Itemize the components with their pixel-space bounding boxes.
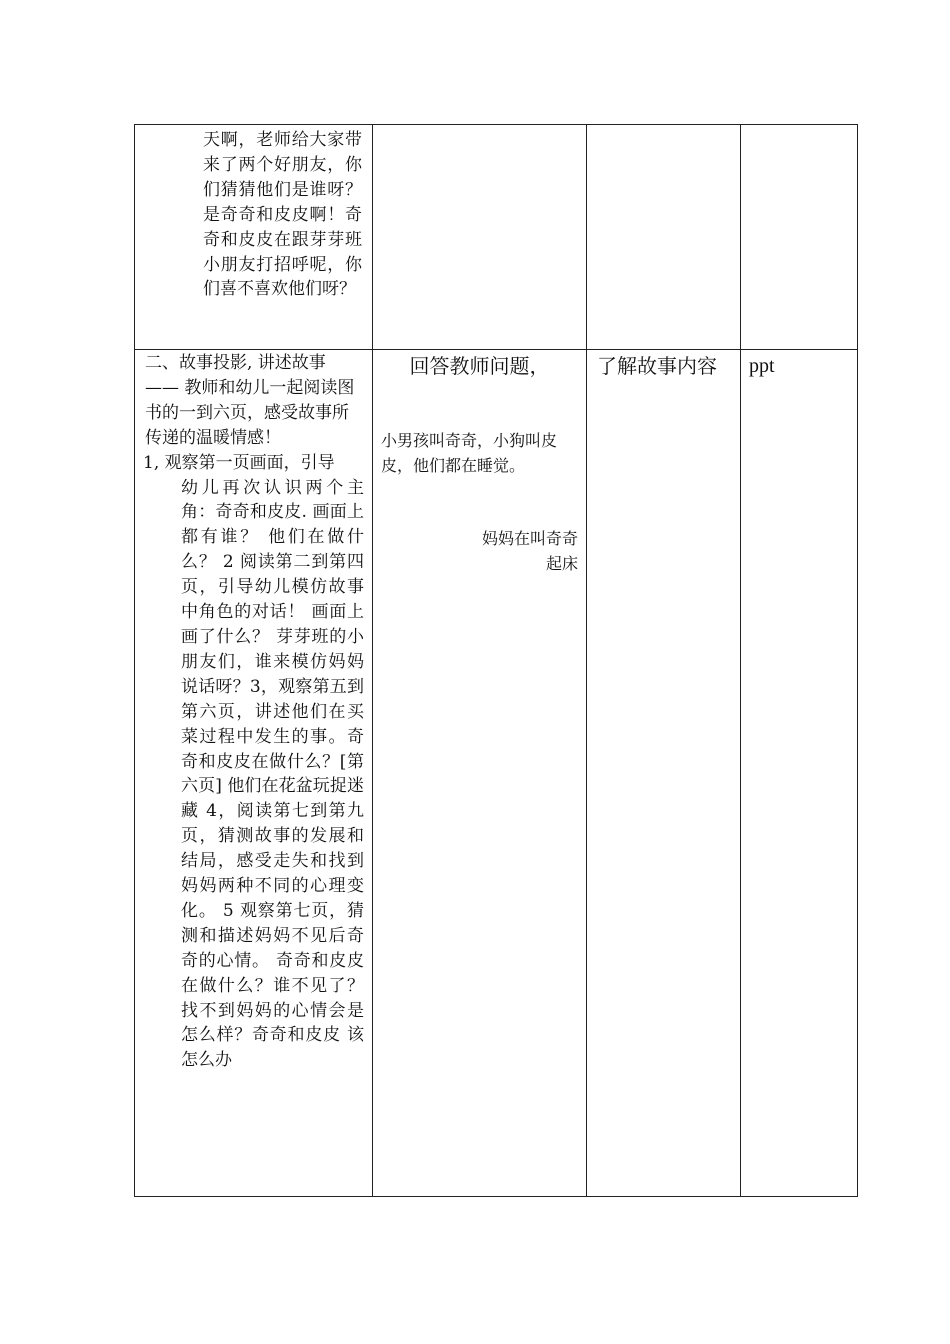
story-steps [143, 451, 364, 1074]
lesson-plan-table [134, 124, 858, 1197]
steps-body-text: 幼儿再次认识两个主角：奇奇和皮皮. 画面上都有谁？ 他们在做什么？ 2 阅读第二到第四页，引导幼儿模仿故事中角色的对话！ 画面上画了什么？ 芽芽班的小朋友们，谁来模仿妈妈说话呀？3，观察第五到第六页，讲述他们在买菜过程中发生的事。奇奇和皮皮在做什么？[第六页] 他们在花盆玩捉迷藏 4，阅读第七到第九页，猜测故事的发展和结局，感受走失和找到妈妈两种不同的心理变化。 5 观察第七页，猜测和描述妈妈不见后奇奇的心情。 奇奇和皮皮在做什么？谁不见了？找不到妈妈的心情会是怎么样？奇奇和皮皮 该怎么办 [181, 477, 364, 1071]
section-heading [145, 351, 364, 451]
activity-answer: 小男孩叫奇奇，小狗叫皮皮，他们都在睡觉。 [381, 431, 558, 475]
media-cell [741, 125, 858, 350]
table-row [135, 125, 858, 350]
activity-cell [373, 350, 587, 1197]
process-cell [135, 125, 373, 350]
goal-cell [587, 125, 741, 350]
process-cell [135, 350, 373, 1197]
activity-title: 回答教师问题， [409, 354, 550, 378]
table-row [135, 350, 858, 1197]
step-first-line: 1, 观察第一页画面，引导 [143, 452, 335, 473]
goal-cell [587, 350, 741, 1197]
activity-answer: 妈妈在叫奇奇起床 [481, 529, 578, 573]
media-text: ppt [749, 355, 775, 377]
section-subtitle: —— 教师和幼儿一起阅读图书的一到六页，感受故事所传递的温暖情感！ [145, 377, 355, 448]
goal-text: 了解故事内容 [597, 354, 717, 378]
section-title: 二、故事投影, 讲述故事 [145, 353, 326, 373]
intro-dialogue-text: 天啊，老师给大家带来了两个好朋友，你们猜猜他们是谁呀？是奇奇和皮皮啊！奇奇和皮皮在跟芽芽班小朋友打招呼呢，你们喜不喜欢他们呀？ [203, 130, 362, 300]
media-cell [741, 350, 858, 1197]
activity-cell [373, 125, 587, 350]
